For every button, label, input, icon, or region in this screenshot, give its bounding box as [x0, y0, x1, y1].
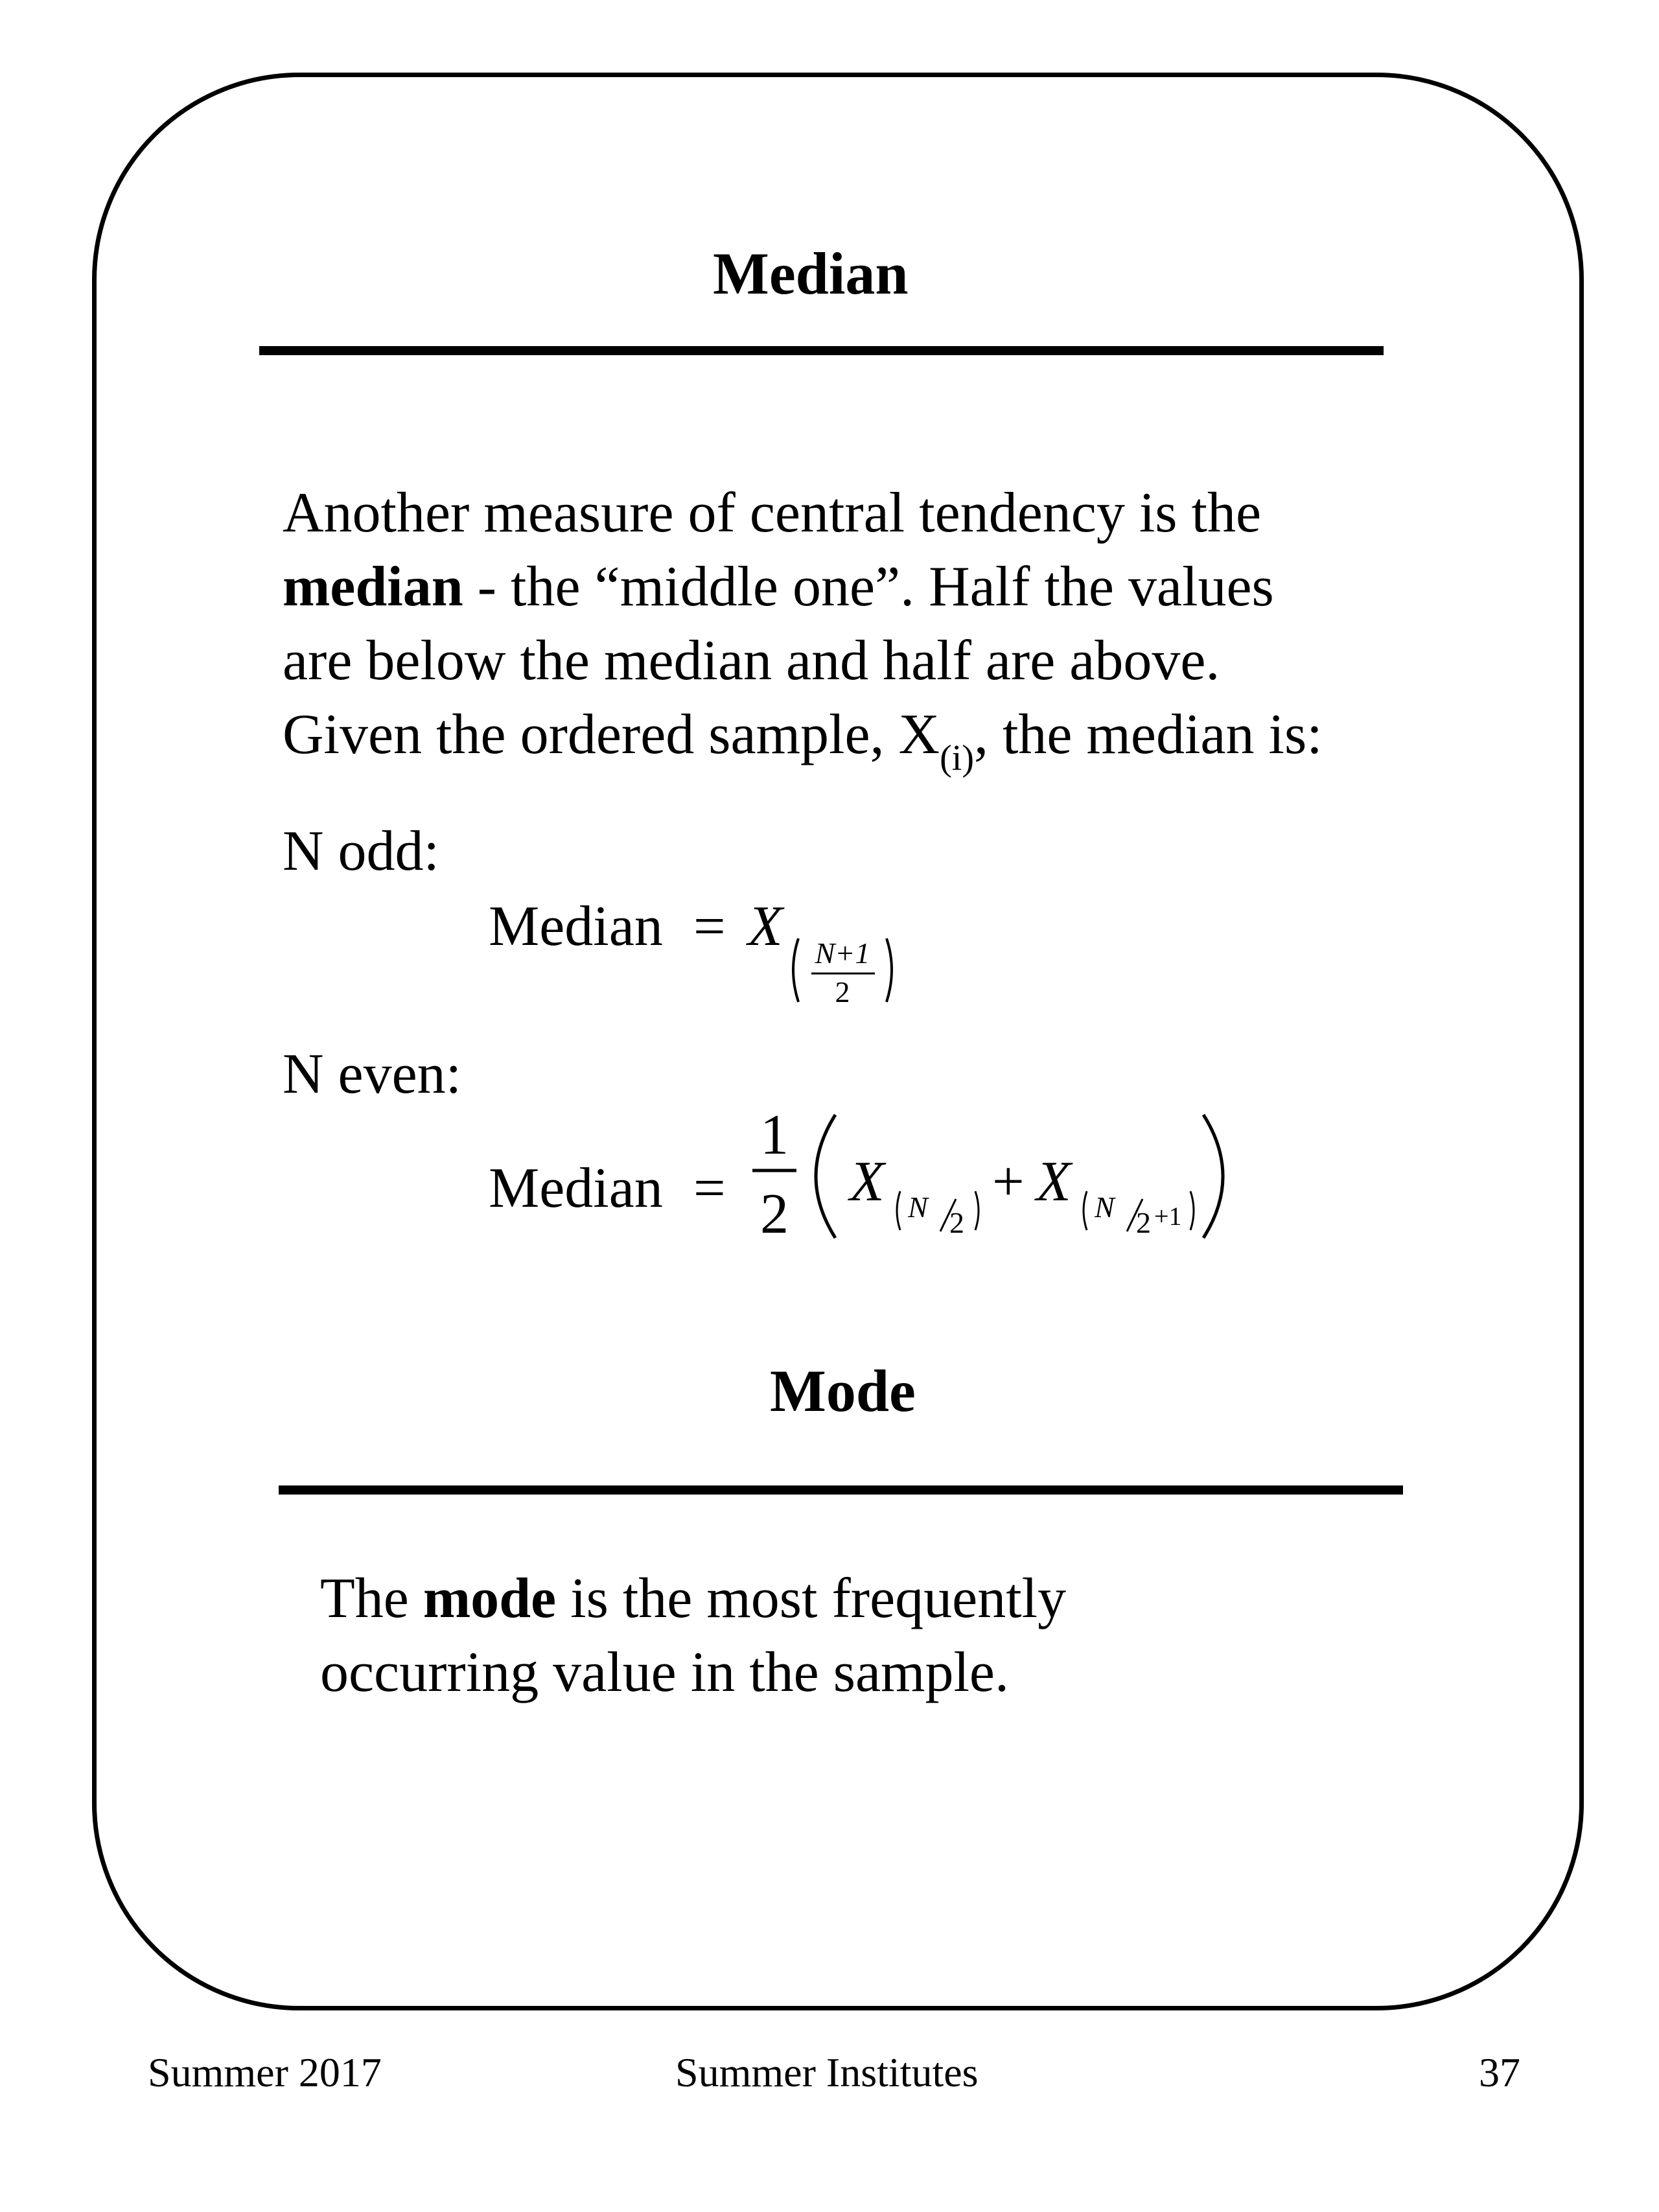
mode-definition-line-2: occurring value in the sample. — [320, 1641, 1009, 1704]
footer-page-number: 37 — [1479, 2049, 1520, 2095]
second-sub-two: 2 — [1136, 1206, 1151, 1239]
second-sub-plus-one: +1 — [1154, 1202, 1182, 1231]
median-term: median — [283, 555, 463, 618]
median-even-lhs: Median — [489, 1157, 663, 1220]
median-odd-lhs: Median — [489, 895, 663, 958]
first-sub-two: 2 — [949, 1206, 964, 1239]
even-x-first: X — [850, 1150, 885, 1213]
slide-frame — [92, 73, 1584, 2010]
second-sub-n: N — [1095, 1191, 1115, 1224]
mode-text-rest: is the most frequently — [556, 1567, 1067, 1630]
half-numerator: 1 — [760, 1104, 789, 1167]
median-definition-line-2 — [283, 550, 1449, 624]
odd-fraction-numerator: N+1 — [815, 937, 870, 970]
footer-title: Summer Institutes — [675, 2049, 979, 2095]
even-x-second: X — [1036, 1150, 1071, 1213]
n-odd-label: N odd: — [283, 820, 439, 883]
half-denominator: 2 — [760, 1183, 789, 1246]
median-odd-formula — [489, 895, 870, 1008]
median-definition-line-3: are below the median and half are above. — [283, 629, 1220, 692]
median-odd-equals: = — [693, 895, 726, 958]
first-sub-n: N — [908, 1191, 928, 1224]
median-title: Median — [713, 240, 909, 307]
mode-title-rule — [279, 1485, 1403, 1495]
even-plus: + — [992, 1150, 1025, 1213]
median-odd-x: X — [748, 895, 783, 958]
median-definition — [283, 476, 1449, 778]
ordered-sample-subscript: (i) — [940, 738, 974, 778]
mode-definition — [320, 1562, 1422, 1710]
big-left-paren — [816, 1115, 835, 1238]
odd-fraction-denominator: 2 — [835, 975, 850, 1008]
median-definition-line-1: Another measure of central tendency is the — [283, 482, 1262, 544]
median-definition-line-2-rest: - the “middle one”. Half the values — [463, 555, 1274, 618]
mode-text-start: The — [320, 1567, 423, 1630]
median-title-rule — [259, 346, 1384, 355]
median-definition-line-4-start: Given the ordered sample, X — [283, 703, 940, 766]
odd-subscript-fraction — [784, 931, 901, 1015]
n-even-label: N even: — [283, 1043, 462, 1106]
mode-term: mode — [423, 1567, 557, 1630]
big-right-paren — [1203, 1115, 1223, 1238]
median-definition-line-4 — [283, 698, 1449, 778]
mode-definition-line-1 — [320, 1562, 1422, 1636]
mode-title: Mode — [770, 1358, 916, 1424]
footer-date: Summer 2017 — [148, 2049, 382, 2095]
median-definition-line-4-end: , the median is: — [973, 703, 1323, 766]
even-median-expression — [738, 1102, 1581, 1257]
median-even-equals: = — [693, 1157, 726, 1220]
median-even-formula — [489, 1104, 1182, 1246]
